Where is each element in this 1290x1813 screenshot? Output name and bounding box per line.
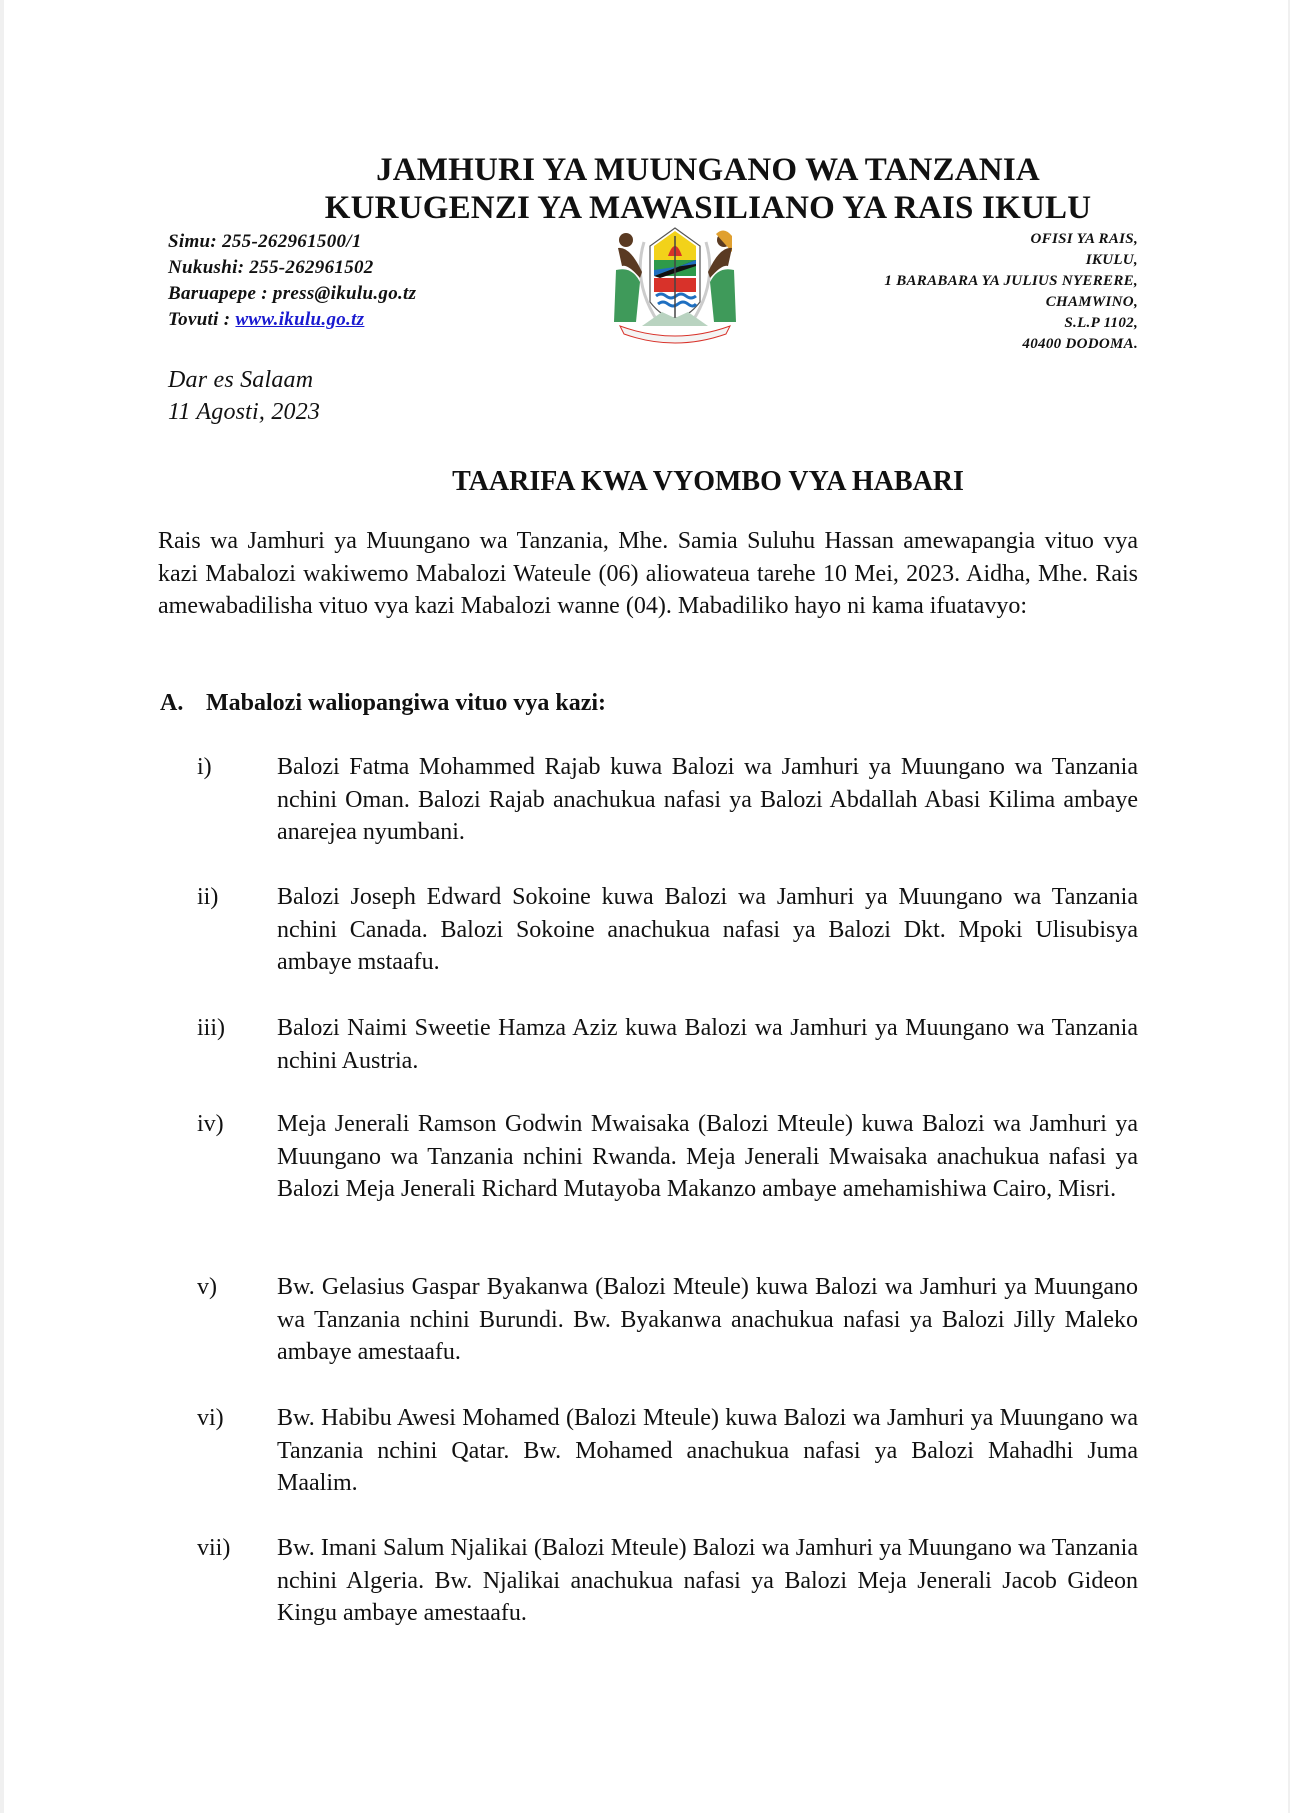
section-a-heading (160, 687, 606, 719)
item-number: iv) (197, 1111, 224, 1137)
list-item (197, 881, 1138, 979)
item-number: v) (197, 1274, 217, 1300)
address-line: IKULU, (1085, 252, 1138, 268)
section-letter: A. (160, 690, 184, 716)
header-title-line2: KURUGENZI YA MAWASILIANO YA RAIS IKULU (324, 190, 1092, 226)
item-number: ii) (197, 884, 219, 910)
intro-paragraph: Rais wa Jamhuri ya Muungano wa Tanzania, Mhe. Samia Suluhu Hassan amewapangia vituo vya kazi Mabalozi wakiwemo Mabalozi Wateule (06) aliowateua tarehe 10 Mei, 2023. Aidha, Mhe. Rais amewabadilisha vituo vya kazi Mabalozi wanne (04). Mabadiliko hayo ni kama ifuatavyo: (158, 528, 1138, 619)
contact-phone: Simu: 255-262961500/1 (168, 231, 362, 252)
list-item (197, 1271, 1138, 1369)
document-page (4, 0, 1288, 1813)
list-item (197, 1532, 1138, 1630)
dateline-place: Dar es Salaam (168, 367, 314, 393)
address-block (884, 229, 1138, 355)
item-text: Bw. Gelasius Gaspar Byakanwa (Balozi Mteule) kuwa Balozi wa Jamhuri ya Muungano wa Tanzania nchini Burundi. Bw. Byakanwa anachukua nafasi ya Balozi Jilly Maleko ambaye amestaafu. (277, 1274, 1138, 1365)
list-item (197, 1108, 1138, 1206)
item-number: vii) (197, 1535, 231, 1561)
dateline (168, 364, 320, 428)
dateline-date: 11 Agosti, 2023 (168, 399, 321, 425)
header-title-line1: JAMHURI YA MUUNGANO WA TANZANIA (376, 152, 1040, 188)
item-text: Bw. Imani Salum Njalikai (Balozi Mteule) Balozi wa Jamhuri ya Muungano wa Tanzania nchini Algeria. Bw. Njalikai anachukua nafasi ya Balozi Meja Jenerali Jacob Gideon Kingu ambaye amestaafu. (277, 1535, 1138, 1626)
address-line: 40400 DODOMA. (1022, 336, 1138, 352)
item-number: i) (197, 754, 212, 780)
section-title: Mabalozi waliopangiwa vituo vya kazi: (206, 690, 607, 716)
contact-fax: Nukushi: 255-262961502 (168, 257, 374, 278)
list-item (197, 1402, 1138, 1500)
item-text: Balozi Fatma Mohammed Rajab kuwa Balozi wa Jamhuri ya Muungano wa Tanzania nchini Oman. Balozi Rajab anachukua nafasi ya Balozi Abdallah Abasi Kilima ambaye anarejea nyumbani. (277, 754, 1138, 845)
website-label: Tovuti : (168, 309, 236, 330)
list-item (197, 751, 1138, 849)
item-text: Meja Jenerali Ramson Godwin Mwaisaka (Balozi Mteule) kuwa Balozi wa Jamhuri ya Muungano wa Tanzania nchini Rwanda. Meja Jenerali Mwaisaka anachukua nafasi ya Balozi Meja Jenerali Richard Mutayoba Makanzo ambaye amehamishiwa Cairo, Misri. (277, 1111, 1138, 1202)
item-number: iii) (197, 1015, 225, 1041)
coat-of-arms-tanzania-icon (602, 222, 748, 346)
contact-block (168, 229, 416, 333)
item-text: Balozi Naimi Sweetie Hamza Aziz kuwa Balozi wa Jamhuri ya Muungano wa Tanzania nchini Austria. (277, 1015, 1138, 1074)
address-line: 1 BARABARA YA JULIUS NYERERE, (884, 273, 1138, 289)
website-link[interactable]: www.ikulu.go.tz (235, 309, 365, 330)
item-text: Bw. Habibu Awesi Mohamed (Balozi Mteule) kuwa Balozi wa Jamhuri ya Muungano wa Tanzania nchini Qatar. Bw. Mohamed anachukua nafasi ya Balozi Mahadhi Juma Maalim. (277, 1405, 1138, 1496)
address-line: OFISI YA RAIS, (1030, 231, 1138, 247)
item-number: vi) (197, 1405, 224, 1431)
contact-email: Baruapepe : press@ikulu.go.tz (168, 283, 417, 304)
item-text: Balozi Joseph Edward Sokoine kuwa Balozi wa Jamhuri ya Muungano wa Tanzania nchini Canada. Balozi Sokoine anachukua nafasi ya Balozi Dkt. Mpoki Ulisubisya ambaye mstaafu. (277, 884, 1138, 975)
document-title: TAARIFA KWA VYOMBO VYA HABARI (452, 466, 964, 497)
list-item (197, 1012, 1138, 1077)
address-line: S.L.P 1102, (1064, 315, 1138, 331)
contact-website (168, 307, 416, 333)
address-line: CHAMWINO, (1045, 294, 1138, 310)
